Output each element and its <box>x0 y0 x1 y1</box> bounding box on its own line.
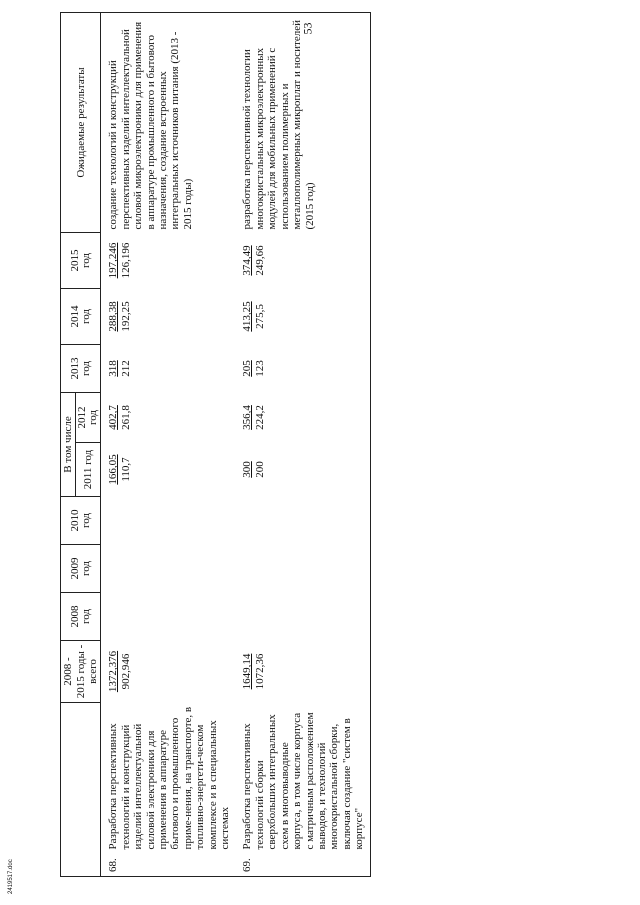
row-2008 <box>101 593 236 641</box>
row-2015: 197,246 126,196 <box>107 242 132 279</box>
row-name: Разработка перспективных технологий и конструкций изделий интеллектуальной силовой электроники для применения в аппаратуре бытового и промышленного приме-нения, на транспорте, в топливно-энергети-ческом комплексе и в специальных системах <box>107 706 232 850</box>
row-2008 <box>235 593 370 641</box>
page-number: 53 <box>300 22 315 35</box>
footer-filename: 2419517.doc <box>8 859 14 894</box>
header-total-line1: 2008 - <box>62 657 75 686</box>
table-row <box>101 13 236 877</box>
header-results: Ожидаемые результаты <box>61 13 101 233</box>
row-name: Разработка перспективных технологий сборки сверхбольших интегральных схем в многовыводные корпуса, в том числе корпуса с матричным расположением выводов, и технологий многокристальной сборки, включая создание "систем в корпусе" <box>235 703 370 853</box>
header-blank <box>61 703 101 877</box>
row-2011: 166,05 110,7 <box>107 454 132 485</box>
header-in-that-number: В том числе <box>61 393 76 497</box>
header-2015: 2015 год <box>61 233 101 289</box>
row-total: 1372,376 902,946 <box>107 650 132 693</box>
header-total-line2: 2015 годы - <box>74 644 87 699</box>
header-2008: 2008 год <box>61 593 101 641</box>
row-2015: 374,49 249,66 <box>235 233 370 289</box>
row-2013: 205 123 <box>235 345 370 393</box>
row-result: создание технологий и конструкций перспективных изделий интеллектуальной силовой микроэлектроники для применения в аппаратуре промышленного и бытового назначения, создание встроенных интегральных источников питания (2013 - 2015 годы) <box>101 13 236 233</box>
header-2012: 2012 год <box>76 393 101 443</box>
row-2014: 413,25 275,5 <box>235 289 370 345</box>
row-number: 68. <box>101 853 236 877</box>
row-2010 <box>101 497 236 545</box>
row-number: 69. <box>235 853 370 877</box>
table-row <box>235 13 370 877</box>
row-2009 <box>235 545 370 593</box>
header-total <box>61 641 101 703</box>
row-result: разработка перспективной технологии многокристальных микроэлектронных модулей для мобильных применений с использованием полимерных и металлополимерных микроплат и носителей (2015 год) <box>235 13 370 233</box>
header-total-line3: всего <box>86 659 99 684</box>
row-2012: 402,7 261,8 <box>107 405 132 430</box>
header-2014: 2014 год <box>61 289 101 345</box>
row-total: 1649,14 1072,36 <box>235 641 370 703</box>
header-2011: 2011 год <box>76 443 101 497</box>
header-2009: 2009 год <box>61 545 101 593</box>
row-2011: 300 200 <box>235 443 370 497</box>
program-table <box>60 12 371 877</box>
row-2009 <box>101 545 236 593</box>
header-2010: 2010 год <box>61 497 101 545</box>
row-2010 <box>235 497 370 545</box>
row-2013: 318 212 <box>107 360 132 377</box>
row-2014: 288,38 192,25 <box>107 301 132 332</box>
header-2013: 2013 год <box>61 345 101 393</box>
row-2012: 356,4 224,2 <box>235 393 370 443</box>
